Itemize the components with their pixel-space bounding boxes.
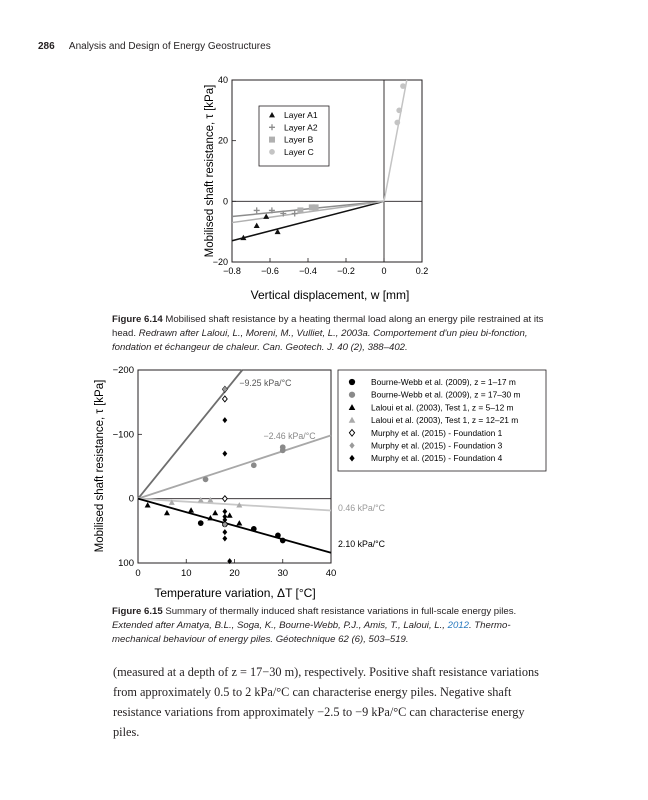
fig1-legend-label: Layer B: [284, 134, 314, 145]
page-number: 286: [38, 41, 55, 52]
fig2-x-tick-label: 30: [277, 568, 289, 579]
fig1-data-point: [292, 210, 298, 216]
fig1-legend-marker: [269, 149, 275, 155]
caption-reference: Redrawn after Laloui, L., Moreni, M., Vulliet, L., 2003a. Comportement d'un pieu bi-fonction, fondation et échangeur de chaleur. Can. Geotech. J. 40 (2), 388–402.: [112, 328, 528, 353]
fig1-x-tick-label: −0.2: [337, 266, 355, 276]
fig2-data-point: [212, 510, 218, 515]
fig2-data-point: [222, 396, 227, 402]
fig2-data-point: [145, 502, 151, 507]
fig1-y-tick-label: −20: [212, 257, 228, 267]
fig2-data-point: [198, 520, 204, 526]
fig1-legend-marker: [269, 137, 275, 143]
figure-6-15-chart: [94, 365, 546, 600]
fig2-legend-marker: [349, 379, 355, 385]
fig2-x-tick-label: 10: [180, 568, 192, 579]
fig1-fit-line: [384, 80, 407, 201]
fig2-trend-label: 2.10 kPa/°C: [338, 539, 386, 549]
fig1-x-tick-label: −0.8: [223, 266, 241, 276]
fig1-y-tick-label: 40: [217, 75, 228, 85]
fig1-data-point: [297, 207, 303, 213]
fig2-y-tick-label: −100: [112, 429, 134, 441]
fig2-y-tick-label: 0: [128, 493, 134, 505]
reference-year-link[interactable]: 2012: [447, 620, 469, 631]
fig1-x-tick-label: −0.6: [261, 266, 279, 276]
fig2-data-point: [227, 512, 233, 517]
fig1-x-tick-label: 0.2: [415, 266, 429, 276]
fig2-data-point: [251, 526, 257, 532]
fig2-data-point: [222, 496, 227, 502]
fig2-data-point: [198, 497, 204, 502]
fig1-fit-line: [232, 201, 384, 216]
fig2-trend-label: 0.46 kPa/°C: [338, 503, 386, 513]
caption-reference: Extended after Amatya, B.L., Soga, K., Bourne-Webb, P.J., Amis, T., Laloui, L.,: [112, 620, 448, 631]
fig2-data-point: [188, 507, 194, 512]
fig2-data-point: [222, 417, 227, 423]
fig1-legend-label: Layer C: [284, 146, 314, 157]
fig2-legend-label: Murphy et al. (2015) - Foundation 3: [371, 440, 503, 451]
fig1-x-tick-label: −0.4: [299, 266, 317, 276]
fig2-data-point: [280, 444, 286, 450]
fig2-x-tick-label: 0: [135, 568, 141, 579]
fig1-legend-label: Layer A1: [284, 110, 318, 120]
fig1-y-axis-label: Mobilised shaft resistance, τ [kPa]: [204, 84, 216, 258]
caption-reference-rest: . Thermo-mechanical behaviour of energy piles. Géotechnique 62 (6), 503–519.: [112, 620, 511, 645]
fig1-data-point: [263, 214, 269, 219]
fig2-trend-label: −9.25 kPa/°C: [239, 378, 292, 388]
fig2-data-point: [222, 536, 227, 542]
fig2-data-point: [203, 477, 209, 483]
caption-label: Figure 6.15: [112, 606, 163, 617]
fig1-data-point: [254, 223, 260, 228]
fig2-data-point: [280, 538, 286, 544]
fig2-legend-marker: [349, 392, 355, 398]
figure-6-14-caption: [112, 313, 550, 355]
fig2-data-point: [207, 497, 213, 502]
fig1-data-point: [400, 83, 406, 89]
fig1-data-point: [394, 120, 400, 126]
figure-6-14-chart: [204, 75, 428, 302]
caption-text: Summary of thermally induced shaft resistance variations in full-scale energy piles.: [162, 606, 517, 617]
fig2-data-point: [236, 520, 242, 525]
fig1-data-point: [396, 107, 402, 113]
fig1-y-tick-label: 20: [217, 135, 228, 146]
fig1-data-point: [313, 204, 319, 210]
fig1-fit-line: [232, 201, 384, 222]
fig2-data-point: [222, 451, 227, 457]
fig2-data-point: [164, 510, 170, 515]
fig2-trend-line: [138, 435, 331, 498]
fig2-legend-label: Murphy et al. (2015) - Foundation 1: [371, 427, 503, 438]
fig2-trend-line: [138, 499, 331, 553]
fig1-legend-label: Layer A2: [284, 122, 318, 133]
fig2-x-axis-label: Temperature variation, ΔT [°C]: [154, 586, 316, 600]
fig2-y-axis-label: Mobilised shaft resistance, τ [kPa]: [94, 379, 106, 553]
fig2-data-point: [222, 529, 227, 535]
fig2-trend-label: −2.46 kPa/°C: [263, 431, 316, 441]
fig1-y-tick-label: 0: [222, 196, 228, 207]
body-paragraph: (measured at a depth of z = 17−30 m), respectively. Positive shaft resistance variations from approximately 0.5 to 2 kPa/°C can characterise energy piles. Negative shaft resistance variations from approximately −2.5 to −9 kPa/°C can characterise energy piles.: [113, 665, 539, 739]
fig2-legend-label: Murphy et al. (2015) - Foundation 4: [371, 453, 503, 464]
fig2-trend-line: [138, 499, 331, 511]
fig2-x-tick-label: 40: [325, 568, 337, 579]
fig1-x-axis-label: Vertical displacement, w [mm]: [250, 288, 410, 302]
fig2-data-point: [222, 386, 227, 392]
fig2-data-point: [275, 532, 281, 538]
fig2-legend-label: Bourne-Webb et al. (2009), z = 17–30 m: [371, 389, 521, 400]
fig1-fit-line: [232, 201, 384, 240]
fig2-y-tick-label: −200: [112, 365, 134, 376]
running-title: Analysis and Design of Energy Geostructures: [68, 41, 271, 52]
fig1-x-tick-label: 0: [381, 266, 387, 276]
fig2-x-tick-label: 20: [229, 568, 240, 579]
caption-label: Figure 6.14: [112, 314, 163, 325]
fig2-y-tick-label: 100: [118, 558, 134, 569]
fig2-legend-label: Laloui et al. (2003), Test 1, z = 12–21 m: [371, 415, 519, 426]
fig2-legend-label: Bourne-Webb et al. (2009), z = 1–17 m: [371, 377, 516, 387]
fig2-data-point: [251, 462, 257, 468]
fig2-data-point: [222, 509, 227, 515]
caption-text: Mobilised shaft resistance by a heating thermal load along an energy pile restrained at its head.: [112, 314, 544, 339]
fig2-legend-label: Laloui et al. (2003), Test 1, z = 5–12 m: [371, 402, 514, 413]
fig1-data-point: [254, 207, 260, 213]
figure-6-15-caption: [112, 605, 550, 647]
